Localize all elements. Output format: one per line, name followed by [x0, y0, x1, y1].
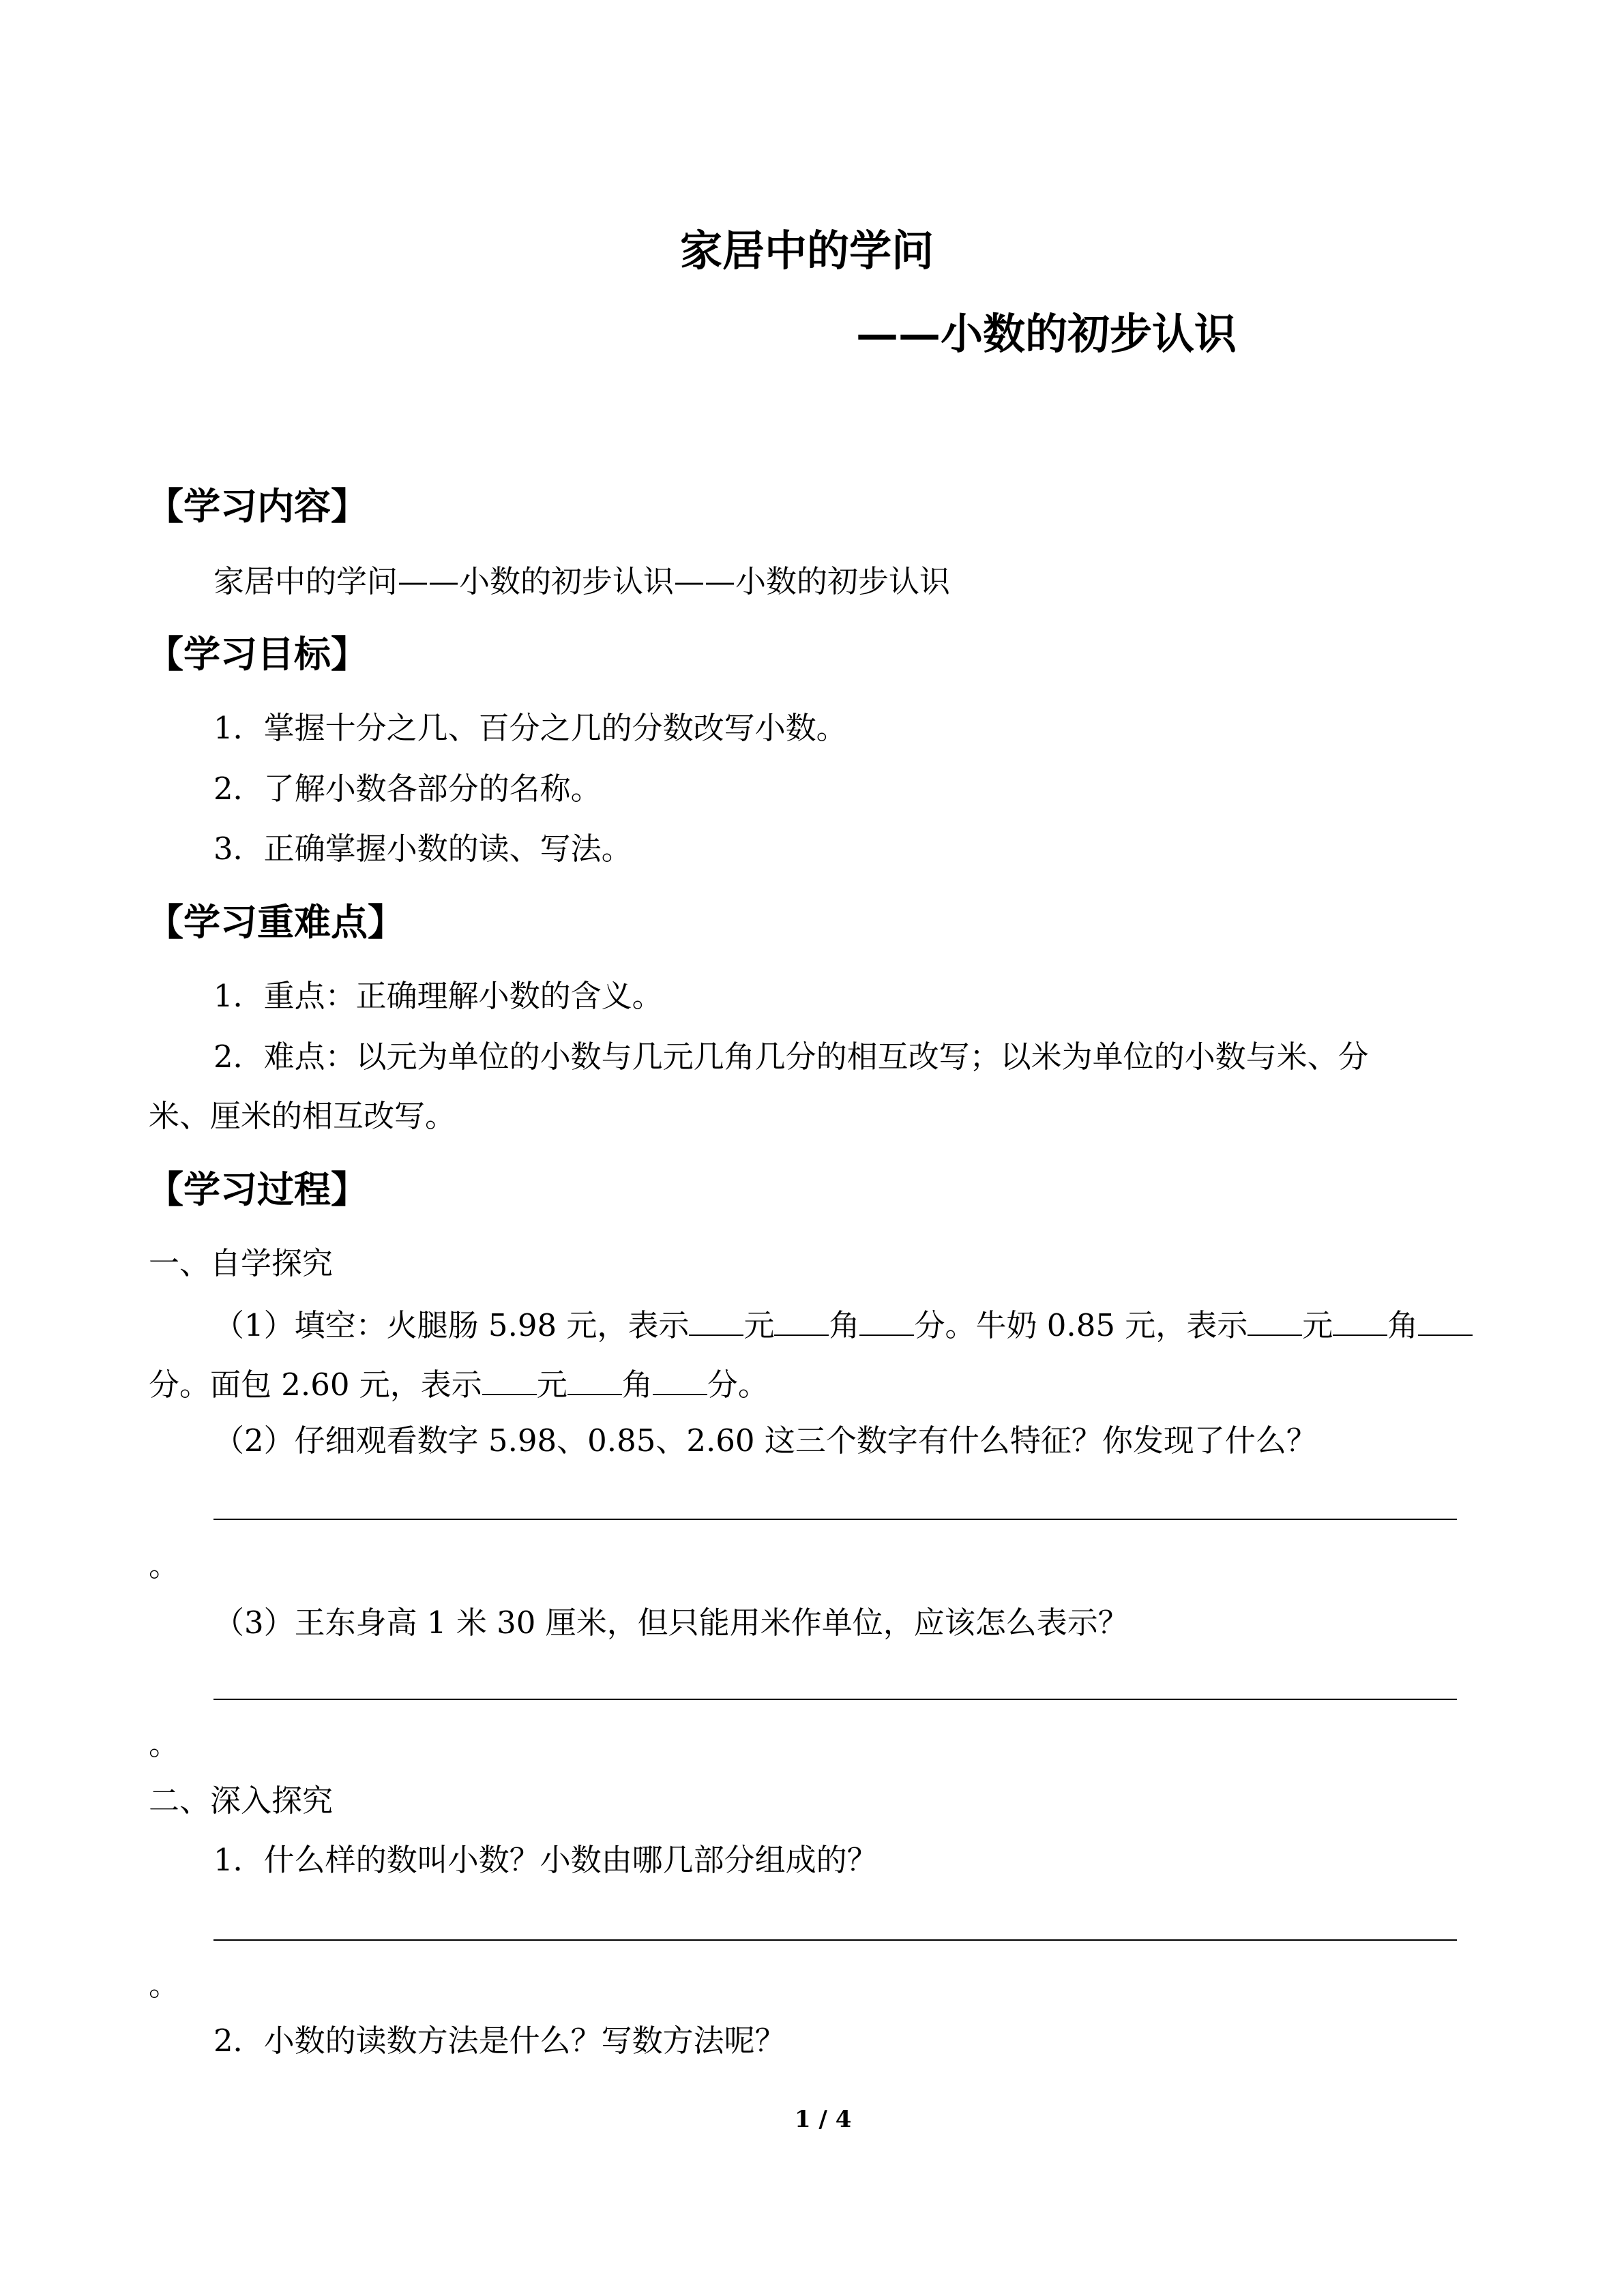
unit-yuan: 元 [743, 1307, 775, 1343]
q1-bread-text: 分。面包 2.60 元，表示 [149, 1367, 482, 1403]
fill-blank[interactable] [482, 1367, 537, 1395]
fill-blank[interactable] [1333, 1307, 1387, 1336]
unit-jiao: 角 [1387, 1307, 1419, 1343]
part1-q1-line2 [149, 1367, 769, 1403]
q1-end-text: 分。 [707, 1367, 769, 1403]
answer-line[interactable] [213, 1699, 1457, 1700]
goal-item: 2．了解小数各部分的名称。 [213, 771, 602, 807]
unit-jiao: 角 [829, 1307, 860, 1343]
heading-learning-content: 【学习内容】 [147, 484, 368, 528]
key-point-1: 1．重点：正确理解小数的含义。 [213, 978, 663, 1014]
fill-blank[interactable] [567, 1367, 622, 1395]
fill-blank[interactable] [653, 1367, 707, 1395]
q1-prefix: （1）填空：火腿肠 5.98 元，表示 [213, 1307, 690, 1343]
period-mark: 。 [149, 1967, 180, 2003]
part2-q2: 2．小数的读数方法是什么？写数方法呢？ [213, 2023, 786, 2059]
fill-blank[interactable] [689, 1307, 743, 1336]
answer-line[interactable] [213, 1939, 1457, 1941]
period-mark: 。 [149, 1547, 180, 1583]
goal-item: 3．正确掌握小数的读、写法。 [213, 831, 632, 867]
answer-line[interactable] [213, 1519, 1457, 1520]
fill-blank[interactable] [1247, 1307, 1302, 1336]
q1-milk-text: 分。牛奶 0.85 元，表示 [914, 1307, 1248, 1343]
part2-q1: 1．什么样的数叫小数？小数由哪几部分组成的？ [213, 1842, 878, 1878]
page-number: 1 / 4 [795, 2106, 852, 2133]
part1-title: 一、自学探究 [149, 1245, 334, 1281]
part1-q3: （3）王东身高 1 米 30 厘米，但只能用米作单位，应该怎么表示？ [213, 1605, 1129, 1641]
fill-blank[interactable] [1418, 1307, 1473, 1336]
heading-learning-process: 【学习过程】 [147, 1167, 368, 1211]
document-subtitle: ——小数的初步认识 [856, 309, 1237, 359]
unit-yuan: 元 [536, 1367, 567, 1403]
key-point-2-line1: 2．难点：以元为单位的小数与几元几角几分的相互改写；以米为单位的小数与米、分 [213, 1039, 1369, 1075]
part1-q2: （2）仔细观看数字 5.98、0.85、2.60 这三个数字有什么特征？你发现了什么？ [213, 1422, 1317, 1459]
key-point-2-line2: 米、厘米的相互改写。 [149, 1098, 456, 1134]
heading-learning-goals: 【学习目标】 [147, 632, 368, 676]
learning-content-text: 家居中的学问——小数的初步认识——小数的初步认识 [213, 563, 951, 599]
unit-jiao: 角 [621, 1367, 653, 1403]
part1-q1-line1 [213, 1307, 1473, 1341]
part2-title: 二、深入探究 [149, 1783, 334, 1819]
fill-blank[interactable] [774, 1307, 829, 1336]
document-title: 家居中的学问 [680, 226, 934, 275]
heading-key-points: 【学习重难点】 [147, 900, 404, 944]
goal-item: 1．掌握十分之几、百分之几的分数改写小数。 [213, 710, 847, 746]
period-mark: 。 [149, 1726, 180, 1762]
unit-yuan: 元 [1302, 1307, 1333, 1343]
fill-blank[interactable] [859, 1307, 914, 1336]
